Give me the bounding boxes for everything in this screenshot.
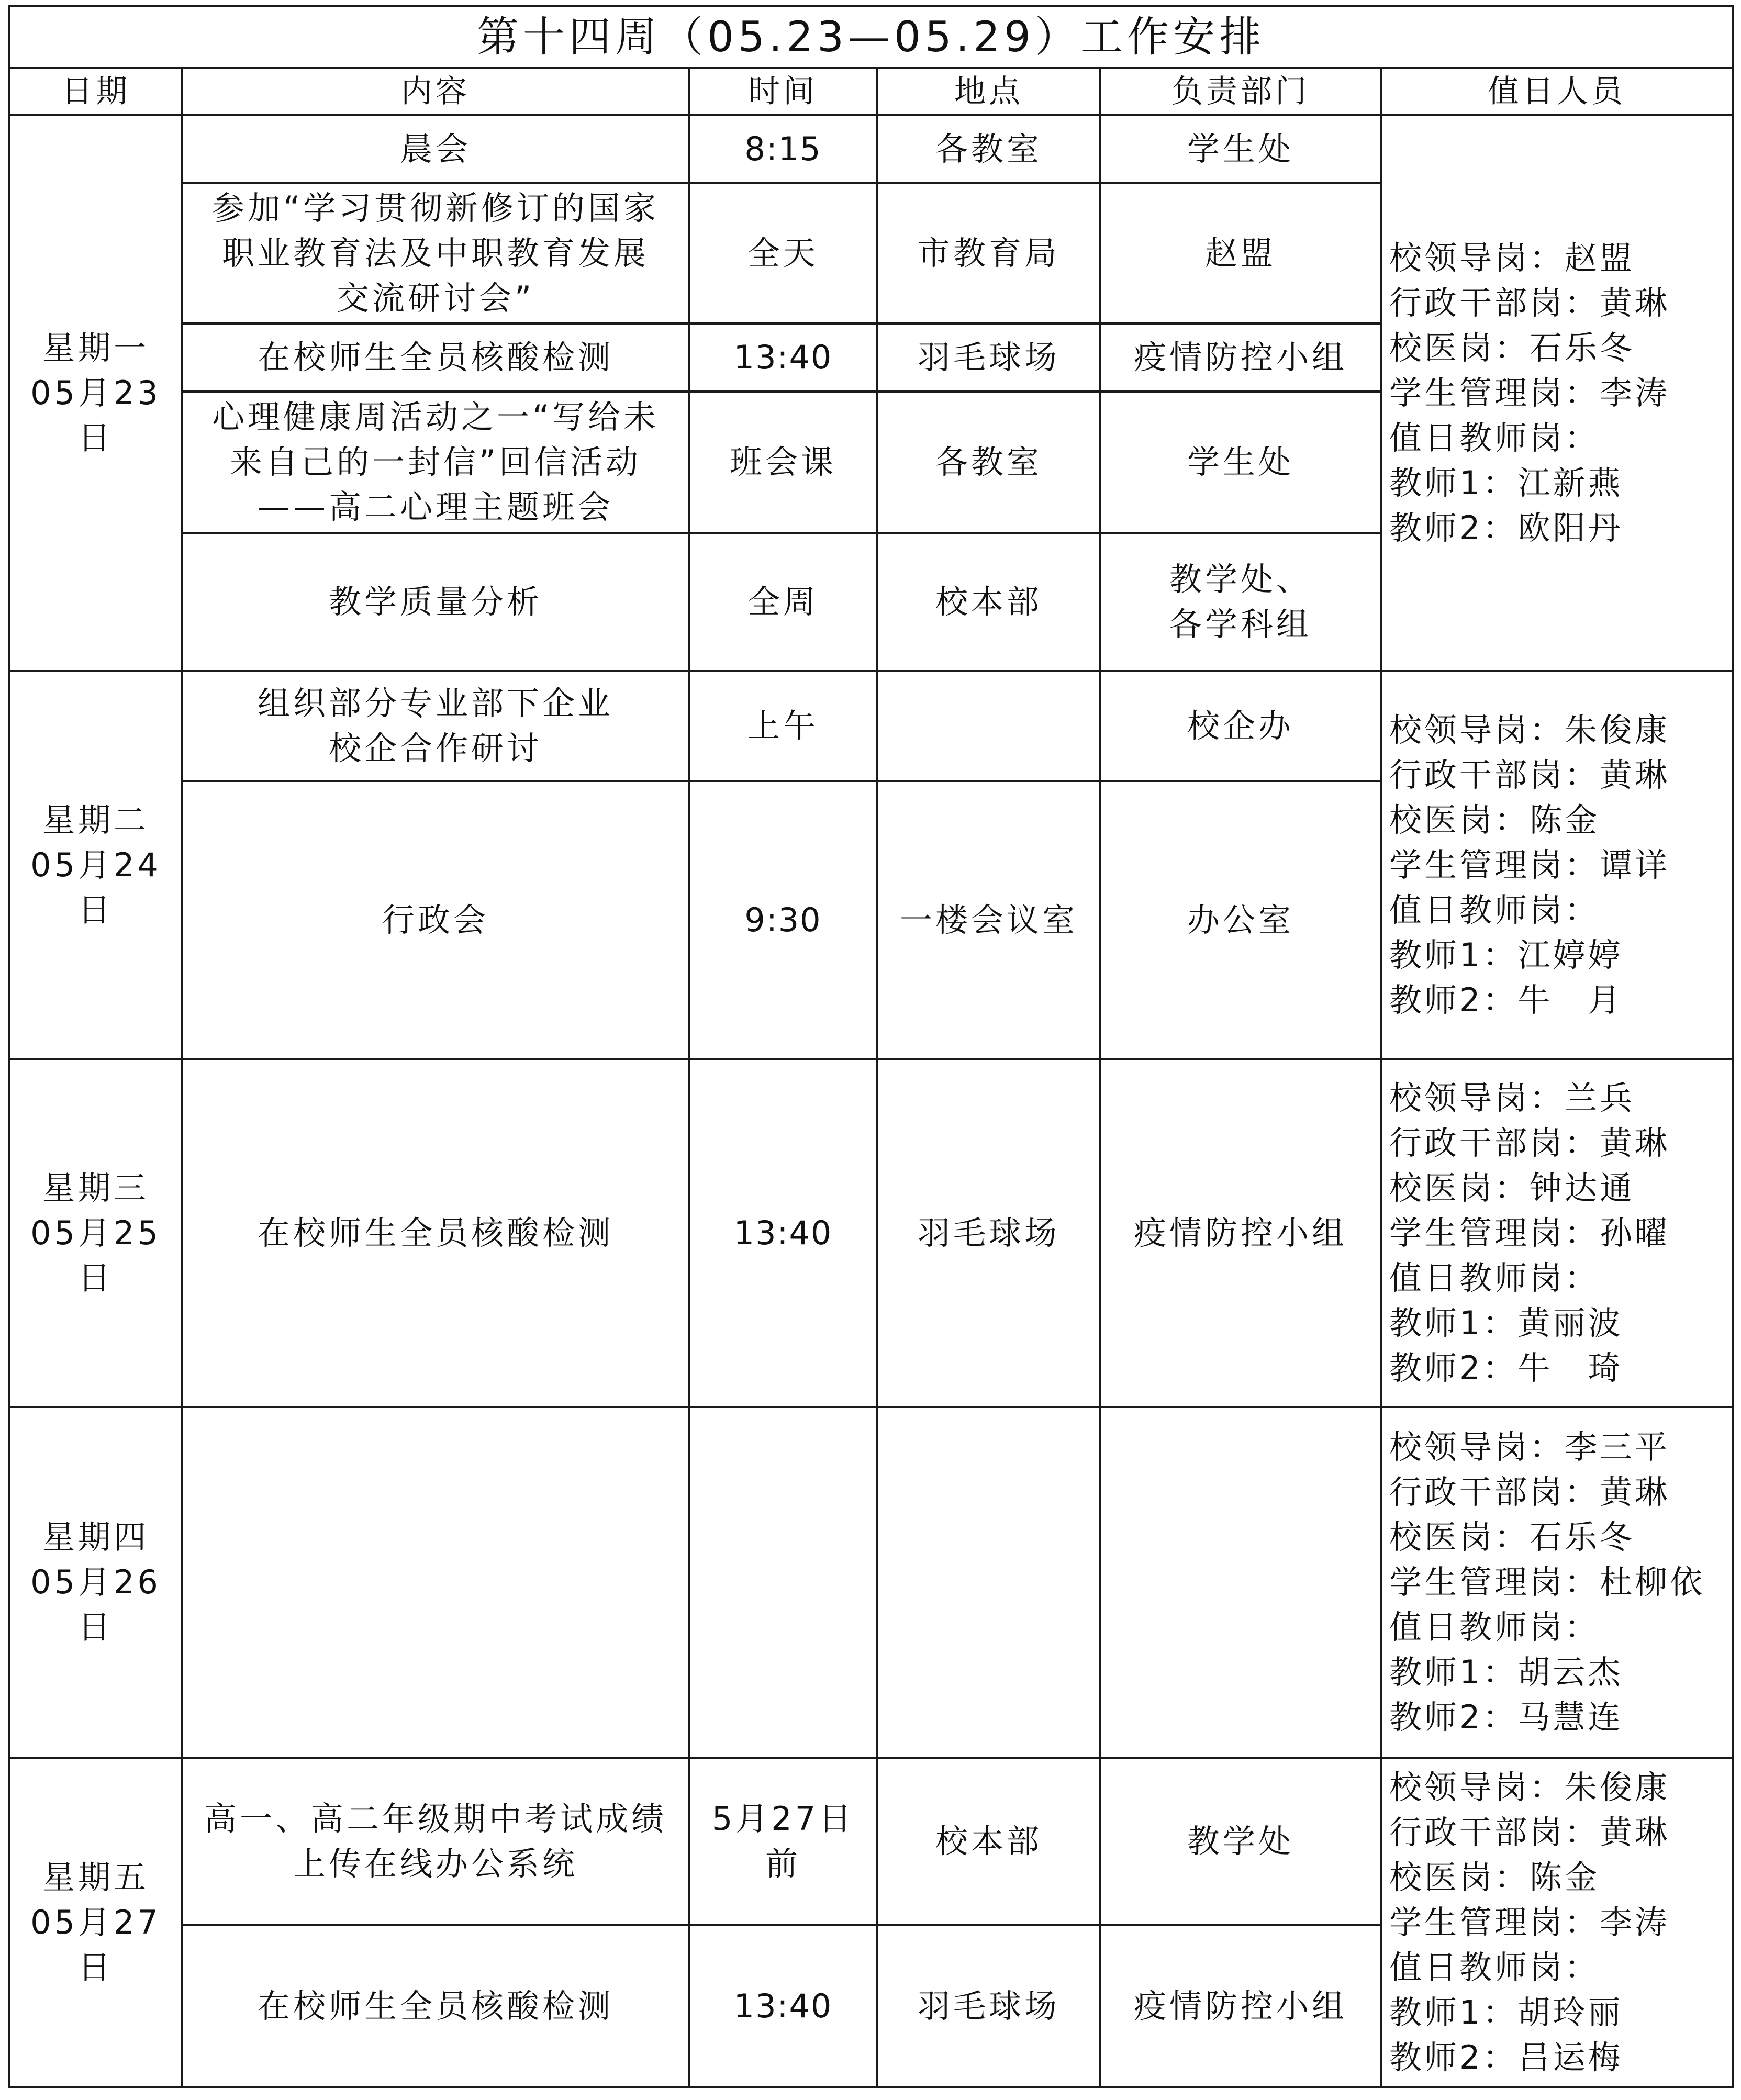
duty-roster: 校领导岗：李三平 行政干部岗：黄琳 校医岗：石乐冬 学生管理岗：杜柳依 值日教师岗： 教师1：胡云杰 教师2：马慧连 xyxy=(1381,1407,1733,1758)
event-place: 各教室 xyxy=(877,392,1100,533)
duty-roster: 校领导岗：兰兵 行政干部岗：黄琳 校医岗：钟达通 学生管理岗：孙曜 值日教师岗： 教师1：黄丽波 教师2：牛 琦 xyxy=(1381,1059,1733,1407)
event-time xyxy=(689,1407,877,1758)
event-place: 羽毛球场 xyxy=(877,323,1100,392)
event-place: 各教室 xyxy=(877,115,1100,183)
event-time: 全周 xyxy=(689,533,877,671)
event-dept xyxy=(1100,1407,1381,1758)
event-place xyxy=(877,1407,1100,1758)
page-title: 第十四周（05.23—05.29）工作安排 xyxy=(9,6,1733,68)
event-place: 一楼会议室 xyxy=(877,781,1100,1059)
event-content: 在校师生全员核酸检测 xyxy=(182,1059,689,1407)
event-time: 13:40 xyxy=(689,1059,877,1407)
event-content: 心理健康周活动之一“写给未 来自己的一封信”回信活动 ——高二心理主题班会 xyxy=(182,392,689,533)
event-content xyxy=(182,1407,689,1758)
header-dept: 负责部门 xyxy=(1100,68,1381,115)
header-time: 时间 xyxy=(689,68,877,115)
event-time: 上午 xyxy=(689,671,877,781)
duty-roster: 校领导岗：朱俊康 行政干部岗：黄琳 校医岗：陈金 学生管理岗：李涛 值日教师岗： 教师1：胡玲丽 教师2：吕运梅 xyxy=(1381,1758,1733,2087)
event-dept: 赵盟 xyxy=(1100,183,1381,323)
header-duty: 值日人员 xyxy=(1381,68,1733,115)
title-row xyxy=(9,6,1733,68)
event-place: 校本部 xyxy=(877,533,1100,671)
event-place: 羽毛球场 xyxy=(877,1059,1100,1407)
event-place xyxy=(877,671,1100,781)
event-content: 行政会 xyxy=(182,781,689,1059)
day-date-cell: 星期五 05月27日 xyxy=(9,1758,182,2087)
event-content: 组织部分专业部下企业 校企合作研讨 xyxy=(182,671,689,781)
event-time: 全天 xyxy=(689,183,877,323)
day-date-cell: 星期一 05月23日 xyxy=(9,115,182,671)
header-row xyxy=(9,68,1733,115)
event-dept: 办公室 xyxy=(1100,781,1381,1059)
table-row xyxy=(9,115,1733,183)
event-dept: 疫情防控小组 xyxy=(1100,323,1381,392)
day-date-cell: 星期三 05月25日 xyxy=(9,1059,182,1407)
table-row xyxy=(9,1407,1733,1758)
event-time: 班会课 xyxy=(689,392,877,533)
event-content: 高一、高二年级期中考试成绩 上传在线办公系统 xyxy=(182,1758,689,1925)
table-row xyxy=(9,1758,1733,1925)
event-place: 市教育局 xyxy=(877,183,1100,323)
event-place: 羽毛球场 xyxy=(877,1925,1100,2087)
header-place: 地点 xyxy=(877,68,1100,115)
event-content: 在校师生全员核酸检测 xyxy=(182,1925,689,2087)
event-content: 教学质量分析 xyxy=(182,533,689,671)
day-date-cell: 星期二 05月24日 xyxy=(9,671,182,1059)
header-content: 内容 xyxy=(182,68,689,115)
event-dept: 学生处 xyxy=(1100,115,1381,183)
event-time: 13:40 xyxy=(689,1925,877,2087)
event-dept: 疫情防控小组 xyxy=(1100,1059,1381,1407)
duty-roster: 校领导岗：赵盟 行政干部岗：黄琳 校医岗：石乐冬 学生管理岗：李涛 值日教师岗： 教师1：江新燕 教师2：欧阳丹 xyxy=(1381,115,1733,671)
day-date-cell: 星期四 05月26日 xyxy=(9,1407,182,1758)
table-row xyxy=(9,671,1733,781)
event-time: 9:30 xyxy=(689,781,877,1059)
event-dept: 教学处 xyxy=(1100,1758,1381,1925)
duty-roster: 校领导岗：朱俊康 行政干部岗：黄琳 校医岗：陈金 学生管理岗：谭详 值日教师岗： 教师1：江婷婷 教师2：牛 月 xyxy=(1381,671,1733,1059)
header-date: 日期 xyxy=(9,68,182,115)
event-dept: 校企办 xyxy=(1100,671,1381,781)
event-dept: 疫情防控小组 xyxy=(1100,1925,1381,2087)
event-time: 13:40 xyxy=(689,323,877,392)
event-time: 5月27日前 xyxy=(689,1758,877,1925)
event-content: 晨会 xyxy=(182,115,689,183)
event-dept: 学生处 xyxy=(1100,392,1381,533)
event-content: 参加“学习贯彻新修订的国家 职业教育法及中职教育发展 交流研讨会” xyxy=(182,183,689,323)
event-content: 在校师生全员核酸检测 xyxy=(182,323,689,392)
table-row xyxy=(9,1059,1733,1407)
event-dept: 教学处、 各学科组 xyxy=(1100,533,1381,671)
event-place: 校本部 xyxy=(877,1758,1100,1925)
schedule-table xyxy=(8,5,1734,2088)
event-time: 8:15 xyxy=(689,115,877,183)
